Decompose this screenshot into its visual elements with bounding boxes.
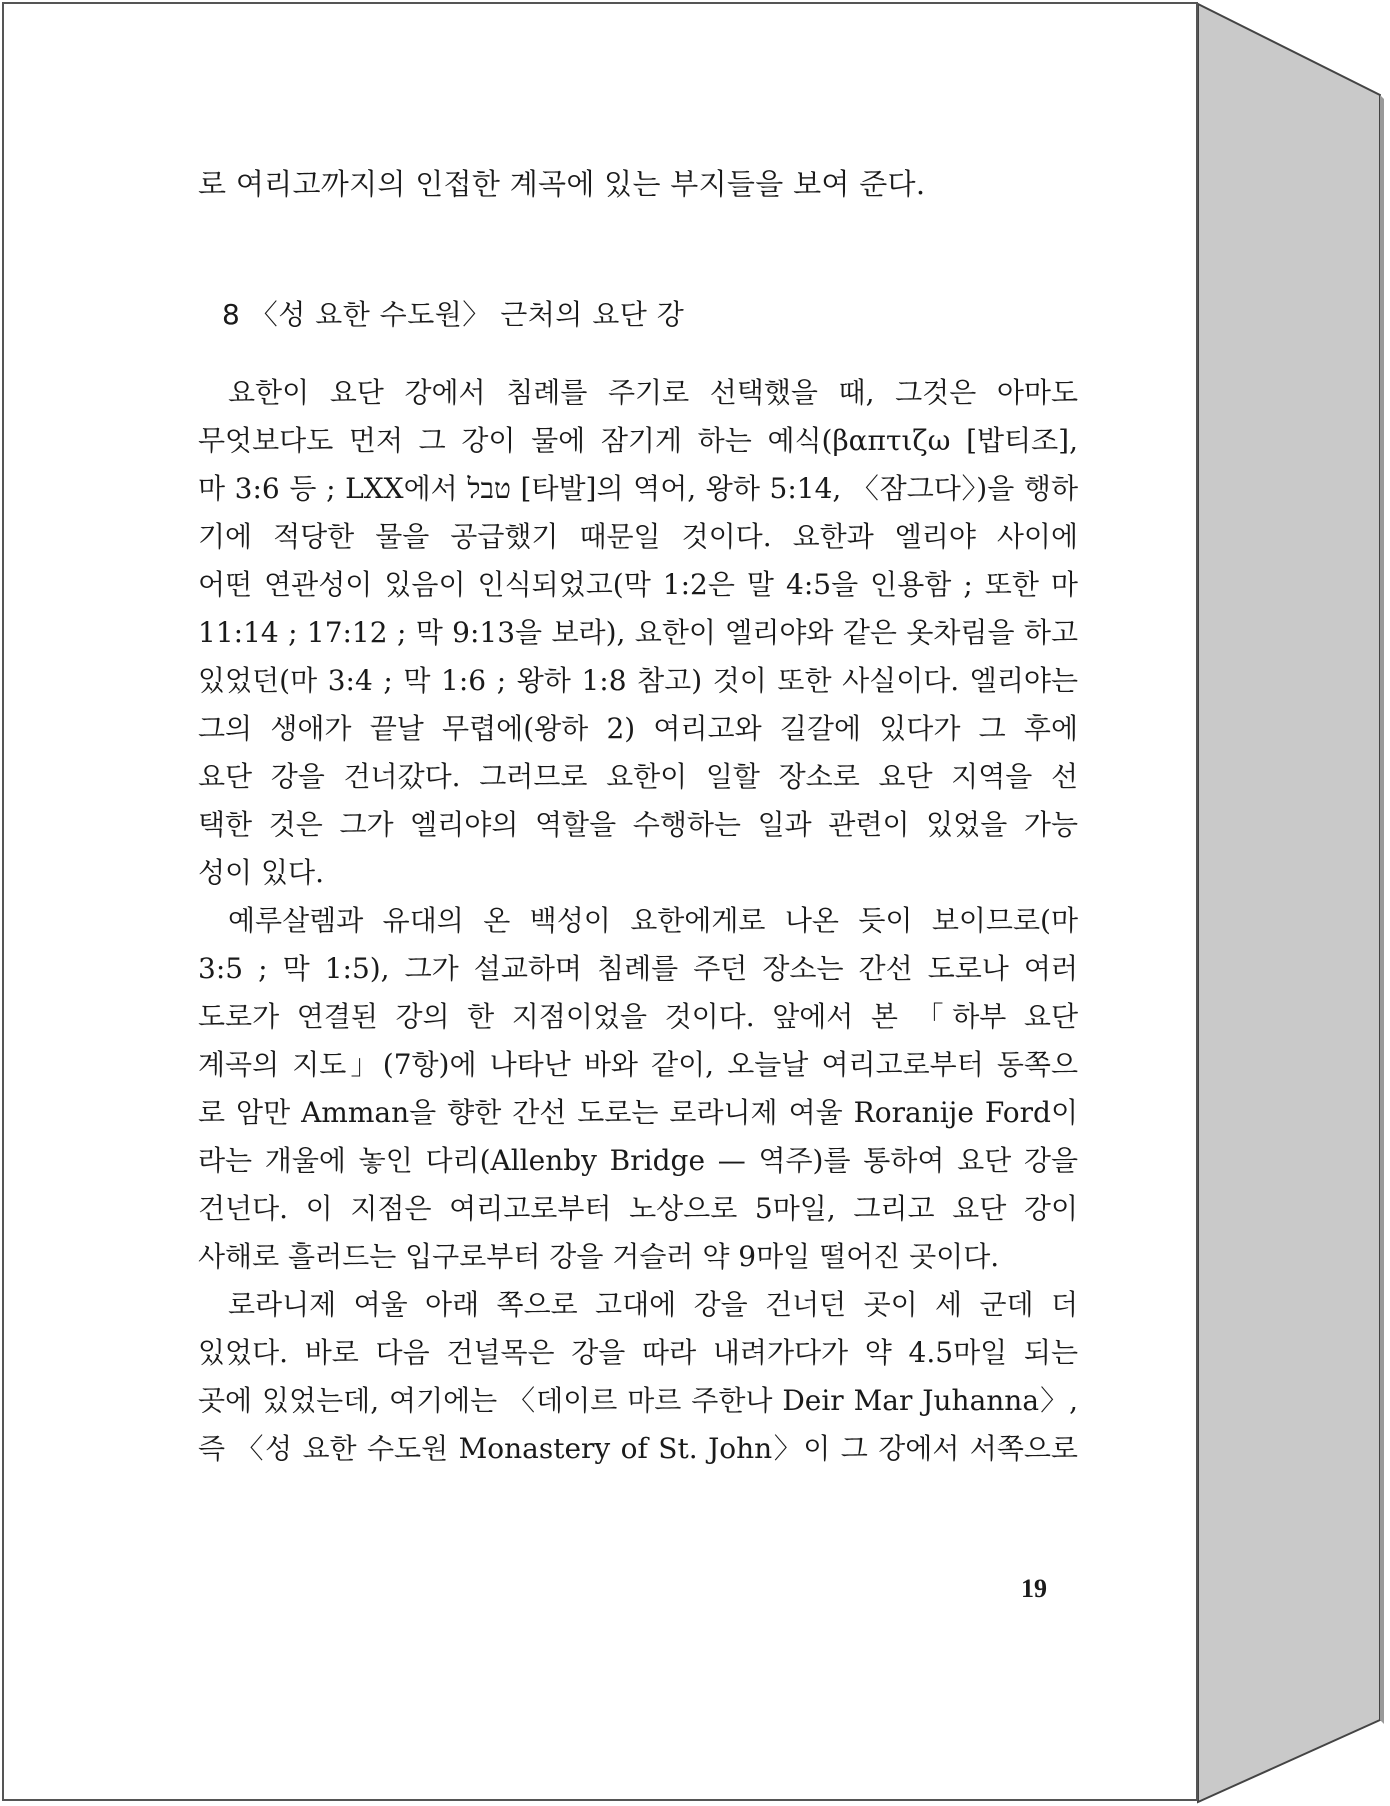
text-line: 건넌다. 이 지점은 여리고로부터 노상으로 5마일, 그리고 요단 강이: [198, 1192, 1078, 1225]
text-line: 무엇보다도 먼저 그 강이 물에 잠기게 하는 예식(βαπτιζω [밥티조],: [198, 424, 1078, 457]
text-line: 도로가 연결된 강의 한 지점이었을 것이다. 앞에서 본 「하부 요단: [198, 1000, 1078, 1033]
page-number: 19: [1021, 1574, 1047, 1603]
text-line: 로라니제 여울 아래 쪽으로 고대에 강을 건너던 곳이 세 군데 더: [228, 1288, 1078, 1321]
text-line: 사해로 흘러드는 입구로부터 강을 거슬러 약 9마일 떨어진 곳이다.: [198, 1240, 1000, 1273]
text-line: 요한이 요단 강에서 침례를 주기로 선택했을 때, 그것은 아마도: [228, 376, 1078, 409]
text-line: 즉 〈성 요한 수도원 Monastery of St. John〉이 그 강에서 서쪽으로: [198, 1432, 1078, 1465]
body-text: [198, 368, 1078, 1472]
text-line: 계곡의 지도」(7항)에 나타난 바와 같이, 오늘날 여리고로부터 동쪽으: [198, 1048, 1078, 1081]
text-line: 예루살렘과 유대의 온 백성이 요한에게로 나온 듯이 보이므로(마: [228, 904, 1078, 937]
text-line: 라는 개울에 놓인 다리(Allenby Bridge — 역주)를 통하여 요단 강을: [198, 1144, 1078, 1177]
text-line: 그의 생애가 끝날 무렵에(왕하 2) 여리고와 길갈에 있다가 그 후에: [198, 712, 1078, 745]
section-heading: 8 〈성 요한 수도원〉 근처의 요단 강: [222, 298, 685, 331]
text-line: 있었다. 바로 다음 건널목은 강을 따라 내려가다가 약 4.5마일 되는: [198, 1336, 1078, 1369]
text-line: 택한 것은 그가 엘리야의 역할을 수행하는 일과 관련이 있었을 가능: [198, 808, 1078, 841]
text-line: 마 3:6 등 ; LXX에서 טבל [타발]의 역어, 왕하 5:14, 〈잠그다〉)을 행하: [198, 472, 1079, 505]
text-line: 성이 있다.: [198, 856, 324, 889]
text-line: 기에 적당한 물을 공급했기 때문일 것이다. 요한과 엘리야 사이에: [198, 520, 1078, 553]
text-line: 곳에 있었는데, 여기에는 〈데이르 마르 주한나 Deir Mar Juhanna〉,: [198, 1384, 1078, 1417]
text-line: 있었던(마 3:4 ; 막 1:6 ; 왕하 1:8 참고) 것이 또한 사실이다. 엘리야는: [198, 664, 1078, 697]
text-line: 3:5 ; 막 1:5), 그가 설교하며 침례를 주던 장소는 간선 도로나 여러: [198, 952, 1078, 985]
text-line: 어떤 연관성이 있음이 인식되었고(막 1:2은 말 4:5을 인용함 ; 또한 마: [198, 568, 1078, 601]
text-line: 11:14 ; 17:12 ; 막 9:13을 보라), 요한이 엘리야와 같은 옷차림을 하고: [198, 616, 1078, 649]
text-line: 요단 강을 건너갔다. 그러므로 요한이 일할 장소로 요단 지역을 선: [198, 760, 1078, 793]
intro-line: 로 여리고까지의 인접한 계곡에 있는 부지들을 보여 준다.: [198, 167, 926, 201]
intro-text: [198, 160, 1078, 208]
text-line: 로 암만 Amman을 향한 간선 도로는 로라니제 여울 Roranije Ford이: [198, 1096, 1078, 1129]
